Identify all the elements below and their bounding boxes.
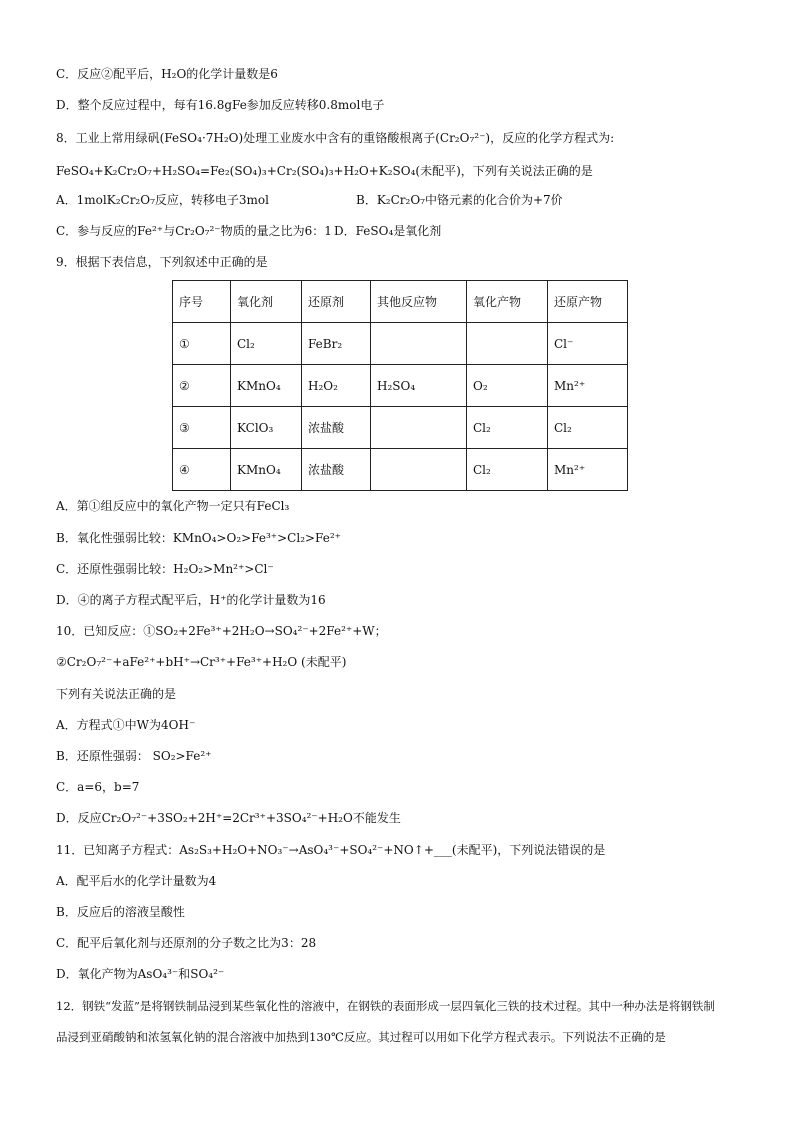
q11-stem: 11．已知离子方程式：As₂S₃+H₂O+NO₃⁻→AsO₄³⁻+SO₄²⁻+NO↑+___(未配平)，下列说法错误的是 <box>56 843 606 857</box>
q9-option-b: B．氧化性强弱比较：KMnO₄>O₂>Fe³⁺>Cl₂>Fe²⁺ <box>56 531 341 545</box>
table-cell: KMnO₄ <box>231 365 302 407</box>
table-header-row <box>173 281 628 323</box>
q10-stem-line2: ②Cr₂O₇²⁻+aFe²⁺+bH⁺→Cr³⁺+Fe³⁺+H₂O (未配平) <box>56 655 347 669</box>
q11-option-b: B．反应后的溶液呈酸性 <box>56 905 185 919</box>
q9-table <box>172 280 628 491</box>
q10-option-b: B．还原性强弱： SO₂>Fe²⁺ <box>56 749 212 763</box>
table-cell <box>371 407 467 449</box>
table-cell: ③ <box>173 407 231 449</box>
table-cell: ① <box>173 323 231 365</box>
q10-stem-line1: 10．已知反应：①SO₂+2Fe³⁺+2H₂O→SO₄²⁻+2Fe²⁺+W； <box>56 624 387 638</box>
header-cell: 氧化剂 <box>231 281 302 323</box>
q8-option-b: B．K₂Cr₂O₇中铬元素的化合价为+7价 <box>356 193 563 207</box>
table-cell: 浓盐酸 <box>302 407 371 449</box>
table-cell: Cl₂ <box>467 449 548 491</box>
table-cell: Cl₂ <box>548 407 628 449</box>
table-cell: Cl⁻ <box>548 323 628 365</box>
q11-option-c: C．配平后氧化剂与还原剂的分子数之比为3：28 <box>56 936 317 950</box>
q10-option-d: D．反应Cr₂O₇²⁻+3SO₂+2H⁺=2Cr³⁺+3SO₄²⁻+H₂O不能发生 <box>56 811 401 825</box>
q9-stem: 9．根据下表信息，下列叙述中正确的是 <box>56 255 268 269</box>
table-row <box>173 365 628 407</box>
q10-option-a: A．方程式①中W为4OH⁻ <box>56 718 196 732</box>
table-cell <box>371 449 467 491</box>
table-cell: O₂ <box>467 365 548 407</box>
table-cell: ② <box>173 365 231 407</box>
q12-stem-line2: 品浸到亚硝酸钠和浓氢氧化钠的混合溶液中加热到130℃反应。其过程可以用如下化学方程式表示。下列说法不正确的是 <box>56 1030 666 1044</box>
table-cell: 浓盐酸 <box>302 449 371 491</box>
table-cell: KClO₃ <box>231 407 302 449</box>
q11-option-a: A．配平后水的化学计量数为4 <box>56 874 217 888</box>
q9-option-d: D．④的离子方程式配平后，H⁺的化学计量数为16 <box>56 593 326 607</box>
table-cell: Mn²⁺ <box>548 449 628 491</box>
table-row <box>173 407 628 449</box>
q9-option-c: C．还原性强弱比较：H₂O₂>Mn²⁺>Cl⁻ <box>56 562 274 576</box>
q11-option-d: D．氧化产物为AsO₄³⁻和SO₄²⁻ <box>56 967 225 981</box>
q8-option-d: D．FeSO₄是氧化剂 <box>334 224 442 238</box>
table-cell: H₂O₂ <box>302 365 371 407</box>
q9-option-a: A．第①组反应中的氧化产物一定只有FeCl₃ <box>56 499 290 513</box>
table-cell <box>467 323 548 365</box>
q8-stem-line1: 8．工业上常用绿矾(FeSO₄·7H₂O)处理工业废水中含有的重铬酸根离子(Cr₂O₇²⁻)，反应的化学方程式为: <box>56 131 615 145</box>
q10-stem-line3: 下列有关说法正确的是 <box>56 687 177 701</box>
table-row <box>173 323 628 365</box>
table-cell: Mn²⁺ <box>548 365 628 407</box>
table-cell <box>371 323 467 365</box>
q10-option-c: C．a=6，b=7 <box>56 780 140 794</box>
q8-option-a: A．1molK₂Cr₂O₇反应，转移电子3mol <box>56 193 269 207</box>
table-cell: Cl₂ <box>231 323 302 365</box>
header-cell: 其他反应物 <box>371 281 467 323</box>
table-cell: KMnO₄ <box>231 449 302 491</box>
header-cell: 序号 <box>173 281 231 323</box>
q7-option-c: C．反应②配平后，H₂O的化学计量数是6 <box>56 67 278 81</box>
q7-option-d: D．整个反应过程中，每有16.8gFe参加反应转移0.8mol电子 <box>56 98 385 112</box>
table-row <box>173 449 628 491</box>
q8-stem-line2: FeSO₄+K₂Cr₂O₇+H₂SO₄=Fe₂(SO₄)₃+Cr₂(SO₄)₃+H₂O+K₂SO₄(未配平)，下列有关说法正确的是 <box>56 164 593 178</box>
table-cell: FeBr₂ <box>302 323 371 365</box>
header-cell: 氧化产物 <box>467 281 548 323</box>
q8-option-c: C．参与反应的Fe²⁺与Cr₂O₇²⁻物质的量之比为6：1 <box>56 224 332 238</box>
header-cell: 还原剂 <box>302 281 371 323</box>
q12-stem-line1: 12．钢铁“发蓝”是将钢铁制品浸到某些氧化性的溶液中，在钢铁的表面形成一层四氧化三铁的技术过程。其中一种办法是将钢铁制 <box>56 999 715 1013</box>
header-cell: 还原产物 <box>548 281 628 323</box>
table-cell: ④ <box>173 449 231 491</box>
table-cell: Cl₂ <box>467 407 548 449</box>
table-cell: H₂SO₄ <box>371 365 467 407</box>
